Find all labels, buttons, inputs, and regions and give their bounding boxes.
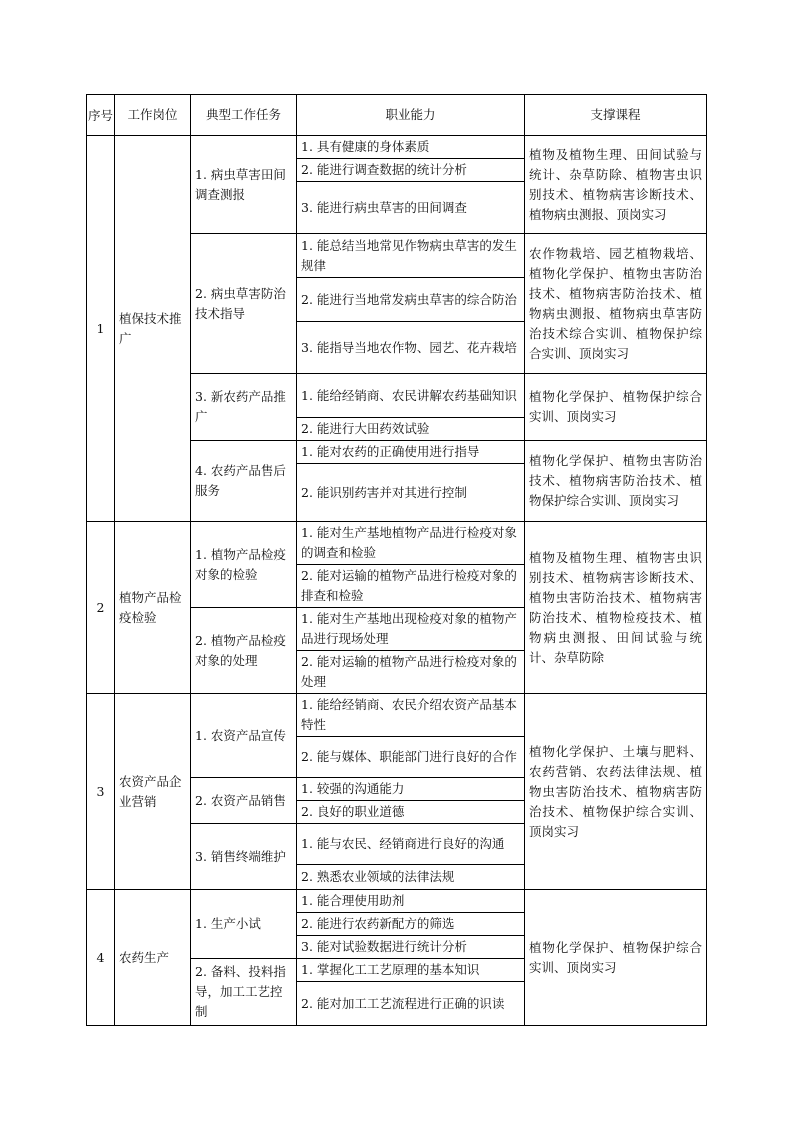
course-cell: 植物化学保护、植物保护综合实训、顶岗实习	[525, 374, 707, 441]
ability-cell: 2. 能进行调查数据的统计分析	[297, 159, 525, 182]
header-task: 典型工作任务	[191, 95, 297, 136]
task-cell: 1. 病虫草害田间调查测报	[191, 136, 297, 234]
task-cell: 2. 植物产品检疫对象的处理	[191, 608, 297, 694]
ability-cell: 1. 能与农民、经销商进行良好的沟通	[297, 824, 525, 865]
seq-cell: 3	[87, 694, 115, 890]
seq-cell: 4	[87, 890, 115, 1026]
ability-cell: 1. 能总结当地常见作物病虫草害的发生规律	[297, 234, 525, 278]
header-post: 工作岗位	[115, 95, 191, 136]
table-header-row	[87, 95, 707, 136]
ability-cell: 2. 能进行农药新配方的筛选	[297, 913, 525, 936]
ability-cell: 1. 具有健康的身体素质	[297, 136, 525, 159]
ability-cell: 2. 能与媒体、职能部门进行良好的合作	[297, 737, 525, 778]
task-cell: 1. 生产小试	[191, 890, 297, 959]
post-cell: 农资产品企业营销	[115, 694, 191, 890]
ability-cell: 1. 能对农药的正确使用进行指导	[297, 441, 525, 464]
task-cell: 3. 新农药产品推广	[191, 374, 297, 441]
ability-cell: 3. 能指导当地农作物、园艺、花卉栽培	[297, 322, 525, 374]
ability-cell: 1. 能对生产基地植物产品进行检疫对象的调查和检验	[297, 522, 525, 565]
header-seq: 序号	[87, 95, 115, 136]
seq-cell: 2	[87, 522, 115, 694]
task-cell: 4. 农药产品售后服务	[191, 441, 297, 522]
ability-cell: 1. 能给经销商、农民讲解农药基础知识	[297, 374, 525, 418]
course-cell: 植物化学保护、土壤与肥料、农药营销、农药法律法规、植物虫害防治技术、植物病害防治技术、植物保护综合实训、顶岗实习	[525, 694, 707, 890]
ability-cell: 1. 能给经销商、农民介绍农资产品基本特性	[297, 694, 525, 737]
post-cell: 植物产品检疫检验	[115, 522, 191, 694]
course-cell: 农作物栽培、园艺植物栽培、植物化学保护、植物虫害防治技术、植物病害防治技术、植物病虫测报、植物病虫草害防治技术综合实训、植物保护综合实训、顶岗实习	[525, 234, 707, 374]
ability-cell: 2. 能对运输的植物产品进行检疫对象的处理	[297, 651, 525, 694]
task-cell: 3. 销售终端维护	[191, 824, 297, 890]
ability-cell: 2. 熟悉农业领域的法律法规	[297, 865, 525, 890]
course-cell: 植物化学保护、植物保护综合实训、顶岗实习	[525, 890, 707, 1026]
header-ability: 职业能力	[297, 95, 525, 136]
header-course: 支撑课程	[525, 95, 707, 136]
ability-cell: 2. 能对运输的植物产品进行检疫对象的排查和检验	[297, 565, 525, 608]
course-cell: 植物化学保护、植物虫害防治技术、植物病害防治技术、植物保护综合实训、顶岗实习	[525, 441, 707, 522]
task-cell: 2. 病虫草害防治技术指导	[191, 234, 297, 374]
post-cell: 农药生产	[115, 890, 191, 1026]
post-cell: 植保技术推广	[115, 136, 191, 522]
ability-cell: 2. 良好的职业道德	[297, 801, 525, 824]
ability-cell: 3. 能对试验数据进行统计分析	[297, 936, 525, 959]
ability-cell: 2. 能进行当地常发病虫草害的综合防治	[297, 278, 525, 322]
course-cell: 植物及植物生理、田间试验与统计、杂草防除、植物害虫识别技术、植物病害诊断技术、植物病虫测报、顶岗实习	[525, 136, 707, 234]
ability-cell: 2. 能进行大田药效试验	[297, 418, 525, 441]
task-cell: 2. 备料、投料指导，加工工艺控制	[191, 959, 297, 1026]
ability-cell: 2. 能识别药害并对其进行控制	[297, 464, 525, 522]
ability-cell: 1. 掌握化工工艺原理的基本知识	[297, 959, 525, 982]
ability-cell: 1. 较强的沟通能力	[297, 778, 525, 801]
task-cell: 2. 农资产品销售	[191, 778, 297, 824]
course-cell: 植物及植物生理、植物害虫识别技术、植物病害诊断技术、植物虫害防治技术、植物病害防治技术、植物检疫技术、植物病虫测报、田间试验与统计、杂草防除	[525, 522, 707, 694]
job-ability-course-table	[86, 94, 707, 1026]
task-cell: 1. 农资产品宣传	[191, 694, 297, 778]
ability-cell: 1. 能合理使用助剂	[297, 890, 525, 913]
seq-cell: 1	[87, 136, 115, 522]
ability-cell: 2. 能对加工工艺流程进行正确的识读	[297, 982, 525, 1026]
ability-cell: 3. 能进行病虫草害的田间调查	[297, 182, 525, 234]
task-cell: 1. 植物产品检疫对象的检验	[191, 522, 297, 608]
ability-cell: 1. 能对生产基地出现检疫对象的植物产品进行现场处理	[297, 608, 525, 651]
